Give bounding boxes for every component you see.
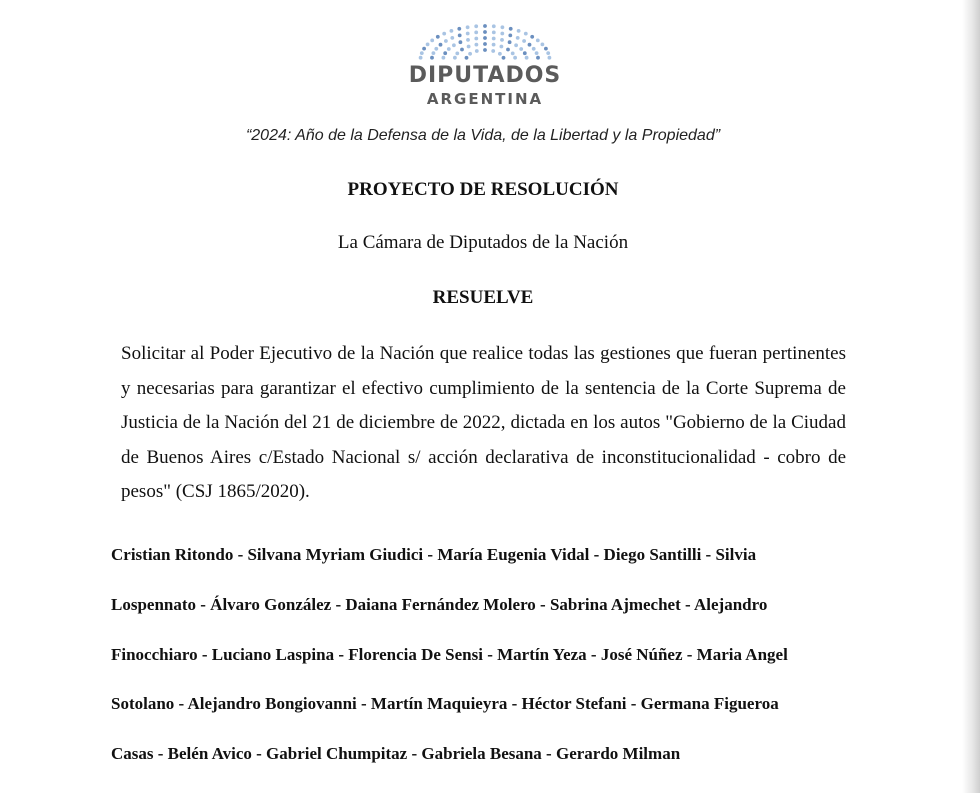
signers-line: Finocchiaro - Luciano Laspina - Florencia De Sensi - Martín Yeza - José Núñez - Maria Angel [111,644,788,664]
signers-line: Cristian Ritondo - Silvana Myriam Giudici - María Eugenia Vidal - Diego Santilli - Silvia [111,545,757,564]
seat-dot [483,36,487,40]
seat-dot [483,30,487,34]
seat-dot [474,37,478,41]
logo-country: ARGENTINA [426,90,544,108]
page-edge-shadow [962,0,980,793]
seat-dot [536,56,540,60]
seat-dot [536,39,540,43]
seat-dot [509,27,513,31]
seat-dot [432,51,436,55]
chamber-name: La Cámara de Diputados de la Nación [337,232,629,253]
seat-dot [525,56,529,60]
seat-dot [444,39,448,43]
seat-dot [434,47,438,51]
seat-dot [442,56,446,60]
seat-dot [501,25,505,29]
seat-dot [506,48,510,52]
seat-dot [483,48,487,52]
seat-dot [522,39,526,43]
seat-dot [546,51,550,55]
seat-dot [468,52,472,56]
seat-dot [439,43,443,47]
seat-dot [508,34,512,38]
seat-dot [419,56,423,60]
diputados-logo [400,22,570,112]
seat-dot [544,47,548,51]
seat-dot [447,47,451,51]
seat-dot [466,32,470,36]
seat-dot [453,56,457,60]
seat-dot [524,32,528,36]
seat-dot [517,29,521,33]
seat-dot [511,52,515,56]
seat-dot [455,52,459,56]
seat-dot [492,24,496,28]
seat-dot [466,38,470,42]
seat-dot [500,32,504,36]
signers-line: Lospennato - Álvaro González - Daiana Fernández Molero - Sabrina Ajmechet - Alejandro [111,594,768,614]
seat-dot [513,56,517,60]
seat-dot [426,43,430,47]
seat-dot [483,24,487,28]
seat-dot [483,42,487,46]
seat-dot [466,25,470,29]
seat-dot [465,56,469,60]
seat-dot [502,56,506,60]
seat-dot [467,45,471,49]
seat-dot [460,48,464,52]
seat-dot [430,56,434,60]
seat-dot [458,34,462,38]
seat-dot [514,43,518,47]
parliament-seats-icon [418,22,552,60]
seat-dot [420,51,424,55]
seat-dot [523,51,527,55]
seat-dot [519,47,523,51]
seat-dot [528,43,532,47]
seat-dot [475,43,479,47]
seat-dot [459,40,463,44]
seat-dot [492,37,496,41]
seat-dot [452,43,456,47]
seat-dot [491,49,495,53]
seat-dot [532,47,536,51]
resolution-body: Solicitar al Poder Ejecutivo de la Nación que realice todas las gestiones que fueran pertinentes y necesarias para garantizar el efectivo cumplimiento de la sentencia de la Corte Suprema de Justicia de la Nación del 21 de diciembre de 2022, dictada en los autos "Gobierno de la Ciudad de Buenos Aires c/Estado Nacional s/ acción declarativa de inconstitucionalidad - cobro de pesos" (CSJ 1865/2020). [121,343,846,502]
seat-dot [516,36,520,40]
seat-dot [450,36,454,40]
seat-dot [450,29,454,33]
seat-dot [474,24,478,28]
seat-dot [535,51,539,55]
seat-dot [442,32,446,36]
signers-list [111,530,871,779]
seat-dot [457,27,461,31]
signers-line: Sotolano - Alejandro Bongiovanni - Martín Maquieyra - Héctor Stefani - Germana Figueroa [111,694,779,714]
seat-dot [508,40,512,44]
seat-dot [498,52,502,56]
logo-name: DIPUTADOS [408,63,562,88]
seat-dot [500,45,504,49]
seat-dot [500,38,504,42]
seat-dot [530,35,534,39]
seat-dot [474,31,478,35]
seat-dot [475,49,479,53]
document-title: PROYECTO DE RESOLUCIÓN [347,179,619,200]
seat-dot [548,56,552,60]
seat-dot [422,47,426,51]
signers-line: Casas - Belén Avico - Gabriel Chumpitaz - Gabriela Besana - Gerardo Milman [111,744,681,764]
resolution-verb: RESUELVE [432,287,534,308]
seat-dot [492,43,496,47]
seat-dot [443,51,447,55]
seat-dot [430,39,434,43]
seat-dot [541,43,545,47]
seat-dot [436,35,440,39]
year-motto: “2024: Año de la Defensa de la Vida, de la Libertad y la Propiedad” [245,127,721,144]
seat-dot [492,31,496,35]
